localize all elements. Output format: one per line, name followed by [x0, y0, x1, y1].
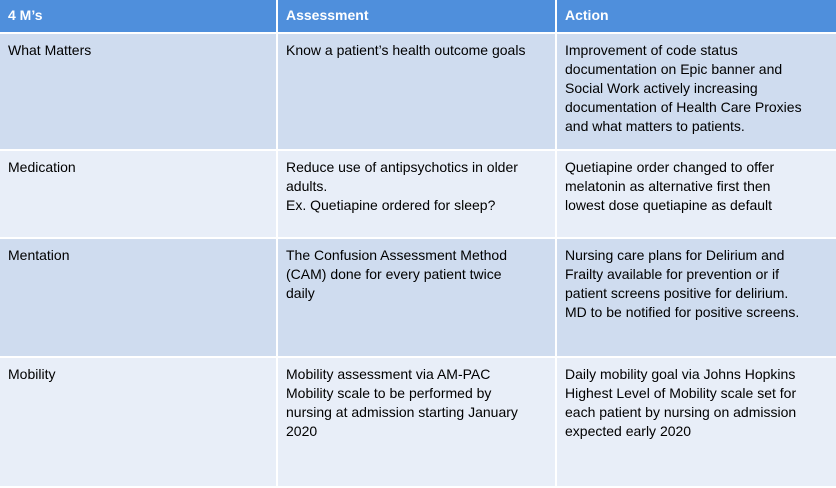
text-line: 2020 — [286, 423, 318, 439]
text-line: (CAM) done for every patient twice — [286, 266, 502, 282]
action-cell — [557, 34, 836, 151]
text-line: Frailty available for prevention or if — [565, 266, 779, 282]
row-label: What Matters — [0, 34, 278, 151]
text-line: documentation on Epic banner and — [565, 61, 783, 77]
action-cell — [557, 239, 836, 358]
text-line: Ex. Quetiapine ordered for sleep? — [286, 197, 496, 213]
text-line: The Confusion Assessment Method — [286, 247, 508, 263]
text-line: Nursing care plans for Delirium and — [565, 247, 785, 263]
text-line: Mobility assessment via AM-PAC — [286, 366, 491, 382]
text-line: MD to be notified for positive screens. — [565, 304, 800, 320]
assessment-cell — [278, 239, 557, 358]
text-line: Reduce use of antipsychotics in older — [286, 159, 518, 175]
header-action: Action — [557, 0, 836, 34]
text-line: Social Work actively increasing — [565, 80, 758, 96]
assessment-cell — [278, 358, 557, 488]
text-line: daily — [286, 285, 315, 301]
text-line: Quetiapine order changed to offer — [565, 159, 775, 175]
header-4ms: 4 M’s — [0, 0, 278, 34]
text-line: patient screens positive for delirium. — [565, 285, 789, 301]
action-cell — [557, 151, 836, 239]
text-line: and what matters to patients. — [565, 118, 745, 134]
text-line: each patient by nursing on admission — [565, 404, 797, 420]
text-line: Improvement of code status — [565, 42, 738, 58]
row-label: Mobility — [0, 358, 278, 488]
header-assessment: Assessment — [278, 0, 557, 34]
text-line: melatonin as alternative first then — [565, 178, 771, 194]
text-line: nursing at admission starting January — [286, 404, 518, 420]
assessment-cell — [278, 34, 557, 151]
text-line: documentation of Health Care Proxies — [565, 99, 802, 115]
assessment-cell — [278, 151, 557, 239]
row-label: Medication — [0, 151, 278, 239]
text-line: Know a patient’s health outcome goals — [286, 42, 526, 58]
text-line: adults. — [286, 178, 328, 194]
text-line: lowest dose quetiapine as default — [565, 197, 773, 213]
text-line: Highest Level of Mobility scale set for — [565, 385, 797, 401]
action-cell — [557, 358, 836, 488]
text-line: expected early 2020 — [565, 423, 692, 439]
text-line: Mobility scale to be performed by — [286, 385, 492, 401]
text-line: Daily mobility goal via Johns Hopkins — [565, 366, 796, 382]
row-label: Mentation — [0, 239, 278, 358]
